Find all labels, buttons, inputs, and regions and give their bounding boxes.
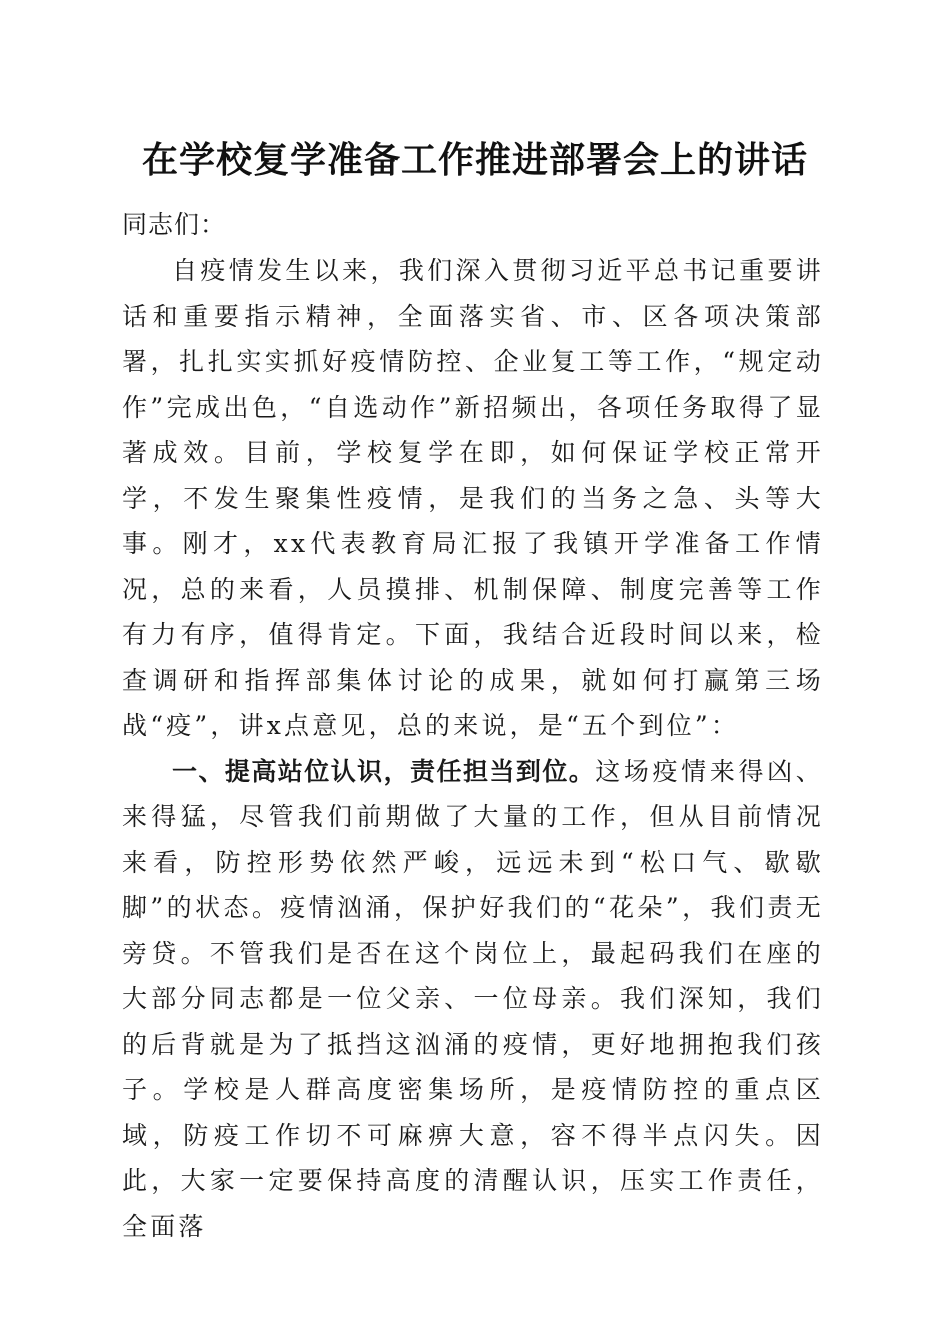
paragraph-text: 自疫情发生以来，我们深入贯彻习近平总书记重要讲话和重要指示精神，全面落实省、市、区各项决策部署，扎扎实实抓好疫情防控、企业复工等工作，“规定动作”完成出色，“自选动作”新招频出，各项任务取得了显著成效。目前，学校复学在即，如何保证学校正常开学，不发生聚集性疫情，是我们的当务之急、头等大事。刚才，xx代表教育局汇报了我镇开学准备工作情况，总的来看，人员摸排、机制保障、制度完善等工作有力有序，值得肯定。下面，我结合近段时间以来，检查调研和指挥部集体讨论的成果，就如何打赢第三场战“疫”，讲x点意见，总的来说，是“五个到位”： bbox=[122, 256, 824, 740]
paragraph-intro bbox=[122, 248, 824, 749]
salutation: 同志们： bbox=[122, 210, 227, 239]
document-body bbox=[122, 248, 824, 1249]
section-heading: 一、提高站位认识，责任担当到位。 bbox=[172, 756, 596, 786]
paragraph-text: 这场疫情来得凶、来得猛，尽管我们前期做了大量的工作，但从目前情况来看，防控形势依然严峻，远远未到“松口气、歇歇脚”的状态。疫情汹涌，保护好我们的“花朵”，我们责无旁贷。不管我们是否在这个岗位上，最起码我们在座的大部分同志都是一位父亲、一位母亲。我们深知，我们的后背就是为了抵挡这汹涌的疫情，更好地拥抱我们孩子。学校是人群高度密集场所，是疫情防控的重点区域，防疫工作切不可麻痹大意，容不得半点闪失。因此，大家一定要保持高度的清醒认识，压实工作责任，全面落 bbox=[122, 756, 824, 1241]
paragraph-section-one bbox=[122, 749, 824, 1250]
document-title: 在学校复学准备工作推进部署会上的讲话 bbox=[141, 139, 808, 181]
